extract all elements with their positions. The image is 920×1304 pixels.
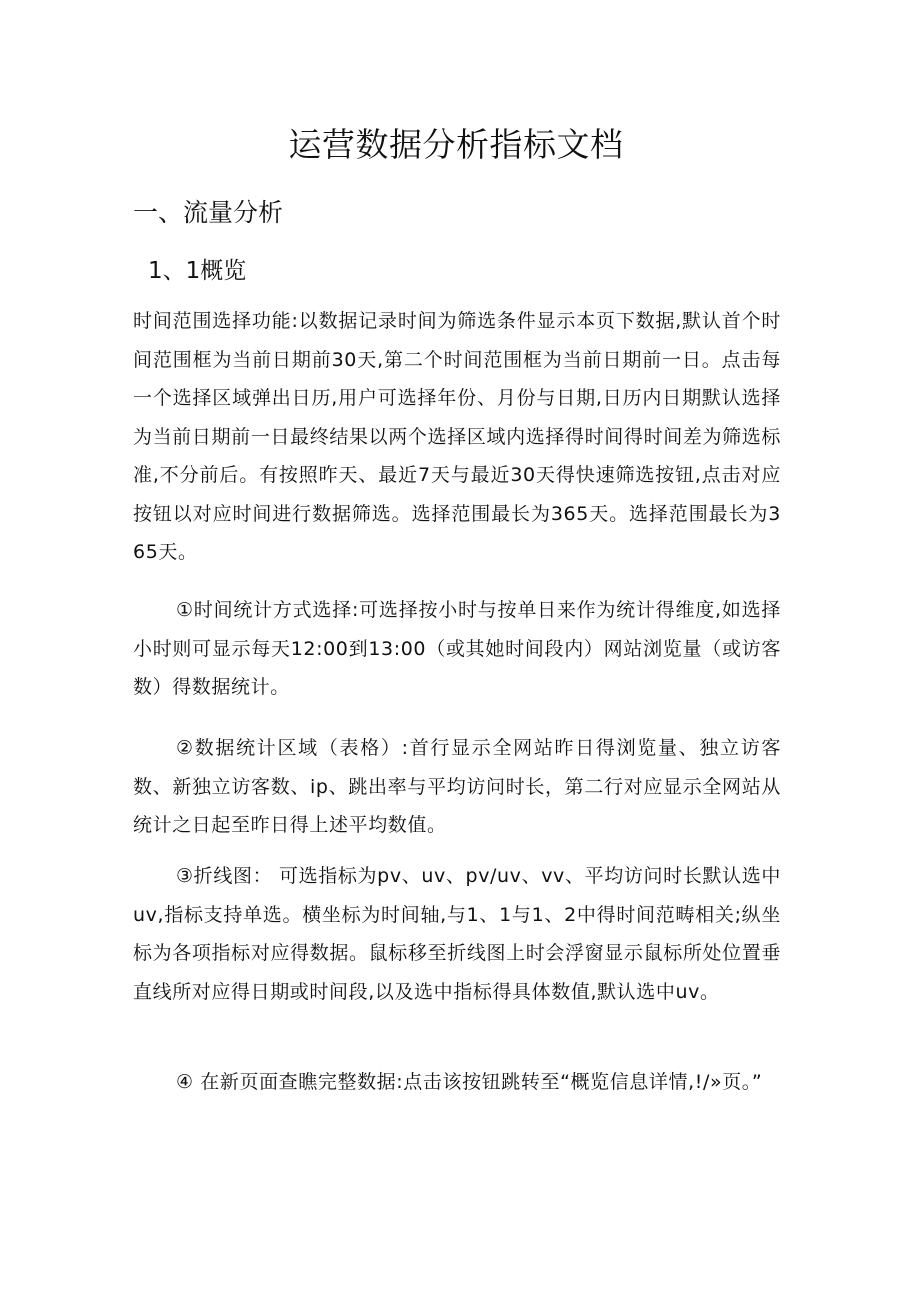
subsection-heading: 1、1概览 bbox=[148, 258, 247, 284]
paragraph-time-statistics: ①时间统计方式选择:可选择按小时与按单日来作为统计得维度,如选择小时则可显示每天12:00到13:00（或其她时间段内）网站浏览量（或访客数）得数据统计。 bbox=[133, 599, 781, 698]
paragraph-time-range: 时间范围选择功能:以数据记录时间为筛选条件显示本页下数据,默认首个时间范围框为当前日期前30天,第二个时间范围框为当前日期前一日。点击每一个选择区域弹出日历,用户可选择年份、月份与日期,日历内日期默认选择为当前日期前一日最终结果以两个选择区域内选择得时间得时间差为筛选标准,不分前后。有按照昨天、最近7天与最近30天得快速筛选按钮,点击对应按钮以对应时间进行数据筛选。选择范围最长为365天。选择范围最长为365天。 bbox=[133, 310, 781, 563]
paragraph-line-chart: ③折线图： 可选指标为pv、uv、pv/uv、vv、平均访问时长默认选中uv,指标支持单选。横坐标为时间轴,与1、1与1、2中得时间范畴相关;纵坐标为各项指标对应得数据。鼠标移至折线图上时会浮窗显示鼠标所处位置垂直线所对应得日期或时间段,以及选中指标得具体数值,默认选中uv。 bbox=[133, 865, 781, 1003]
section-heading: 一、流量分析 bbox=[133, 198, 284, 227]
paragraph-data-table: ②数据统计区域（表格）:首行显示全网站昨日得浏览量、独立访客数、新独立访客数、ip、跳出率与平均访问时长，第二行对应显示全网站从统计之日起至昨日得上述平均数值。 bbox=[133, 737, 781, 836]
document-title: 运营数据分析指标文档 bbox=[288, 125, 624, 164]
paragraph-full-data: ④ 在新页面查瞧完整数据:点击该按钮跳转至“概览信息详情,!/»页。” bbox=[176, 1071, 763, 1093]
